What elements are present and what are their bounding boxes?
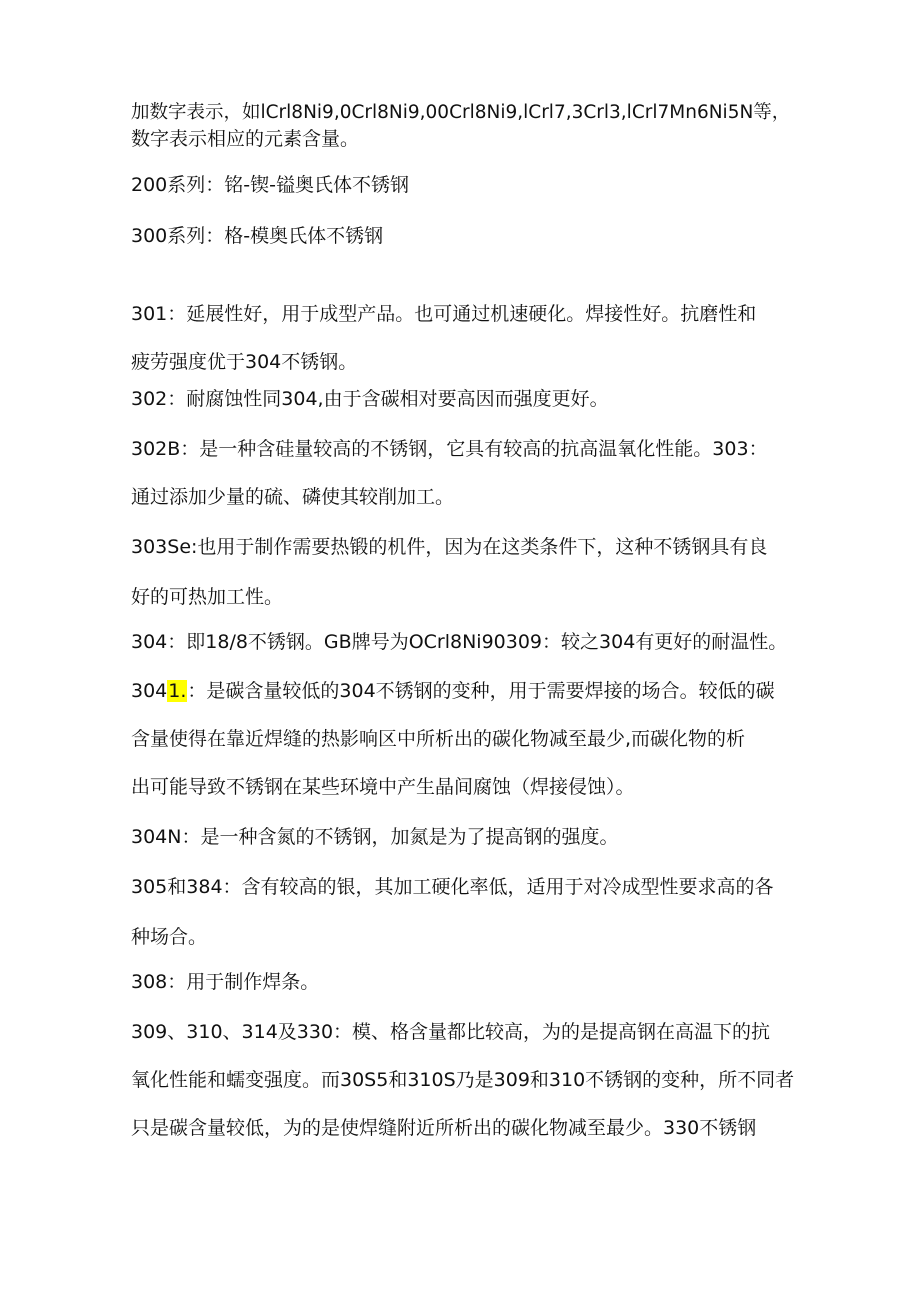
text-line: 出可能导致不锈钢在某些环境中产生晶间腐蚀（焊接侵蚀）。 (131, 776, 635, 798)
text-line: 300系列：格-模奥氏体不锈钢 (131, 225, 384, 247)
text-line: 只是碳含量较低，为的是使焊缝附近所析出的碳化物减至最少。330不锈钢 (131, 1117, 757, 1139)
text-line: 304：即18/8不锈钢。GB牌号为OCrl8Ni90309：较之304有更好的耐温性。 (131, 631, 788, 653)
text-line: 305和384：含有较高的银，其加工硬化率低，适用于对冷成型性要求高的各 (131, 876, 774, 898)
text-line: 309、310、314及330：模、格含量都比较高，为的是提高钢在高温下的抗 (131, 1021, 771, 1043)
paragraph-200-series (131, 173, 801, 197)
text-line: 308：用于制作焊条。 (131, 971, 320, 993)
text-line: 疲劳强度优于304不锈钢。 (131, 351, 358, 373)
paragraph-304n (131, 825, 801, 849)
paragraph-304l (131, 667, 801, 811)
text-line: 加数字表示，如lCrl8Ni9,0Crl8Ni9,00Crl8Ni9,lCrl7,3Crl3,lCrl7Mn6Ni5N等， (131, 102, 791, 123)
text-line: 好的可热加工性。 (131, 586, 284, 608)
text-line: 302B：是一种含硅量较高的不锈钢，它具有较高的抗高温氧化性能。303： (131, 438, 768, 460)
text-line (131, 667, 801, 715)
text-line: 303Se:也用于制作需要热锻的机件，因为在这类条件下，这种不锈钢具有良 (131, 536, 768, 558)
paragraph-305-384 (131, 862, 801, 962)
text-line: 通过添加少量的硫、磷使其较削加工。 (131, 486, 455, 508)
text-segment: ：是碳含量较低的304不锈钢的变种，用于需要焊接的场合。较低的碳 (187, 680, 775, 702)
text-line: 种场合。 (131, 926, 208, 948)
paragraph-301 (131, 290, 801, 386)
paragraph-302 (131, 387, 801, 411)
grade-label: 304 (131, 680, 168, 702)
text-line: 含量使得在靠近焊缝的热影响区中所析出的碳化物减至最少,而碳化物的析 (131, 728, 746, 750)
text-line: 304N：是一种含氮的不锈钢，加氮是为了提高钢的强度。 (131, 826, 619, 848)
text-line: 氧化性能和蠕变强度。而30S5和310S乃是309和310不锈钢的变种，所不同者 (131, 1069, 795, 1091)
highlighted-text: 1. (168, 680, 187, 702)
paragraph-digit-notation (131, 101, 801, 151)
paragraph-302b (131, 425, 801, 521)
text-line: 302：耐腐蚀性同304,由于含碳相对要高因而强度更好。 (131, 388, 609, 410)
text-line: 200系列：铭-锲-镒奥氏体不锈钢 (131, 174, 409, 196)
paragraph-309-310-314-330 (131, 1008, 801, 1152)
paragraph-308 (131, 970, 801, 994)
paragraph-300-series (131, 224, 801, 248)
paragraph-303se (131, 522, 801, 622)
text-line: 301：延展性好，用于成型产品。也可通过机速硬化。焊接性好。抗磨性和 (131, 303, 757, 325)
paragraph-304 (131, 630, 801, 654)
text-line: 数字表示相应的元素含量。 (131, 128, 360, 150)
